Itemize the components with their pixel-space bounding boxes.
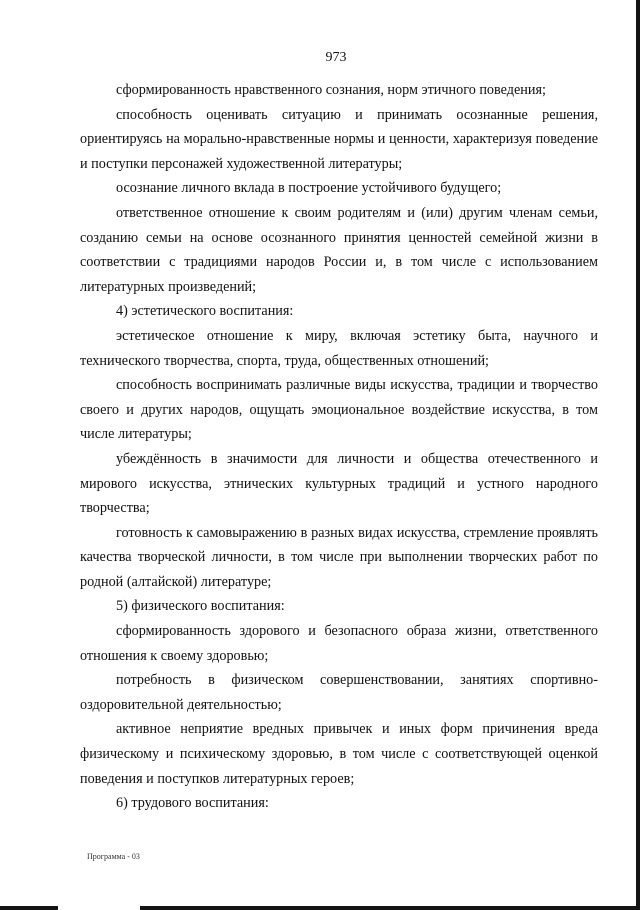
paragraph: потребность в физическом совершенствовании, занятиях спортивно-оздоровительной деятельностью; (80, 672, 598, 713)
page-number: 973 (325, 50, 347, 65)
section-heading: 6) трудового воспитания: (116, 795, 269, 812)
paragraph: сформированность нравственного сознания, норм этичного поведения; (116, 82, 546, 98)
section-heading: 5) физического воспитания: (116, 598, 285, 615)
section-heading: 4) эстетического воспитания: (116, 303, 294, 320)
paragraph: способность оценивать ситуацию и принимать осознанные решения, ориентируясь на морально-нравственные нормы и ценности, характеризуя поведение и поступки персонажей художественной литературы; (80, 106, 598, 172)
paragraph: эстетическое отношение к миру, включая эстетику быта, научного и технического творчества, спорта, труда, общественных отношений; (80, 327, 598, 369)
paragraph: ответственное отношение к своим родителям и (или) другим членам семьи, созданию семьи на основе осознанного принятия ценностей семейной жизни в соответствии с традициями народов России и, в том числе с использованием литературных произведений; (80, 204, 598, 295)
document-body (80, 78, 598, 816)
scan-edge-right (636, 0, 640, 910)
scan-edge-gap (58, 906, 140, 910)
paragraph: способность воспринимать различные виды искусства, традиции и творчество своего и других народов, ощущать эмоциональное воздействие искусства, в том числе литературы; (80, 377, 598, 443)
paragraph: сформированность здорового и безопасного образа жизни, ответственного отношения к своему здоровью; (80, 623, 598, 664)
paragraph: готовность к самовыражению в разных видах искусства, стремление проявлять качества творческой личности, в том числе при выполнении творческих работ по родной (алтайской) литературе; (80, 524, 598, 590)
paragraph: убеждённость в значимости для личности и общества отечественного и мирового искусства, этнических культурных традиций и устного народного творчества; (80, 450, 598, 517)
paragraph: осознание личного вклада в построение устойчивого будущего; (116, 180, 502, 197)
page-footer: Программа - 03 (87, 852, 140, 861)
paragraph: активное неприятие вредных привычек и иных форм причинения вреда физическому и психическому здоровью, в том числе с соответствующей оценкой поведения и поступков литературных героев; (80, 721, 598, 787)
